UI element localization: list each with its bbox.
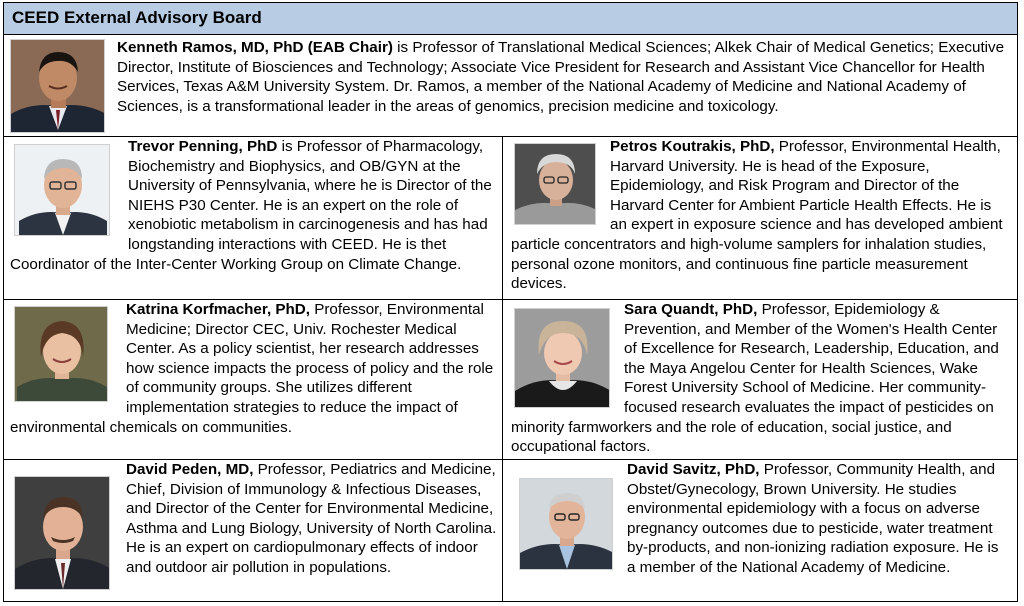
member-description: Professor, Pediatrics and Medicine, Chief, Division of Immunology & Infectious Diseases, and Director of the Center for Environmental Medicine, Asthma and Lung Biology, University of North Carolina. He is an expert on cardiopulmonary effects of indoor and outdoor air pollution in populations. [126,461,497,576]
member-description: Professor, Epidemiology & Prevention, and Member of the Women's Health Center of Excellence for Research, Leadership, Education, and the Maya Angelou Center for Health Sciences, Wake Forest University School of Medicine. Her community-focused research evaluates the impact of pesticides on minority farmworkers and the role of education, social justice, and occupational factors. [511,301,999,456]
member-cell-korfmacher [10,300,500,459]
table-title: CEED External Advisory Board [12,8,262,27]
member-name: Katrina Korfmacher, PhD, [126,301,310,318]
member-name: David Peden, MD, [126,461,254,478]
member-cell-quandt [511,300,1011,459]
member-name: Trevor Penning, PhD [128,138,278,155]
member-description: is Professor of Translational Medical Sciences; Alkek Chair of Medical Genetics; Executive Director, Institute of Biosciences and Technology; Associate Vice President for Research and Assistant Vice Chancellor for Health Services, Texas A&M University System. Dr. Ramos, a member of the National Academy of Medicine and National Academy of Sciences, is a transformational leader in the areas of genomics, precision medicine and toxicology. [117,39,1005,115]
member-photo [14,476,110,590]
advisory-board-table [3,2,1018,602]
member-cell-penning [10,137,500,299]
member-photo [514,308,610,408]
member-name: Petros Koutrakis, PhD, [610,138,775,155]
member-photo [519,478,613,570]
table-header [4,3,1017,35]
member-description: is Professor of Pharmacology, Biochemistry and Biophysics, and OB/GYN at the University of Pennsylvania, where he is Director of the NIEHS P30 Center. He is an expert on the role of xenobiotic metabolism in carcinogenesis and has had longstanding interactions with CEED. He is thet Coordinator of the Inter-Center Working Group on Climate Change. [10,138,492,273]
member-cell-peden [10,460,500,601]
member-name: Sara Quandt, PhD, [624,301,758,318]
member-cell-ramos [10,38,1012,136]
member-description: Professor, Environmental Health, Harvard University. He is head of the Exposure, Epidemiology, and Risk Program and Director of the Harvard Center for Ambient Particle Health Effects. He is an expert in exposure science and has developed ambient particle concentrators and high-volume samplers for inhalation studies, personal ozone monitors, and continuous fine particle measurement devices. [511,138,1003,293]
member-cell-savitz [511,460,1011,601]
member-photo [14,144,110,236]
member-description: Professor, Environmental Medicine; Director CEC, Univ. Rochester Medical Center. As a policy scientist, her research addresses how science impacts the process of policy and the role of community groups. She utilizes different implementation strategies to reduce the impact of environmental chemicals on communities. [10,301,494,436]
column-divider [502,136,503,601]
member-photo [10,39,105,133]
member-photo [514,143,596,225]
member-name: David Savitz, PhD, [627,461,760,478]
member-description: Professor, Community Health, and Obstet/Gynecology, Brown University. He studies environmental epidemiology with a focus on adverse pregnancy outcomes due to pesticide, water treatment by-products, and non-ionizing radiation exposure. He is a member of the National Academy of Medicine. [627,461,999,576]
member-photo [14,306,108,402]
member-name: Kenneth Ramos, MD, PhD (EAB Chair) [117,39,393,56]
member-cell-koutrakis [511,137,1011,299]
